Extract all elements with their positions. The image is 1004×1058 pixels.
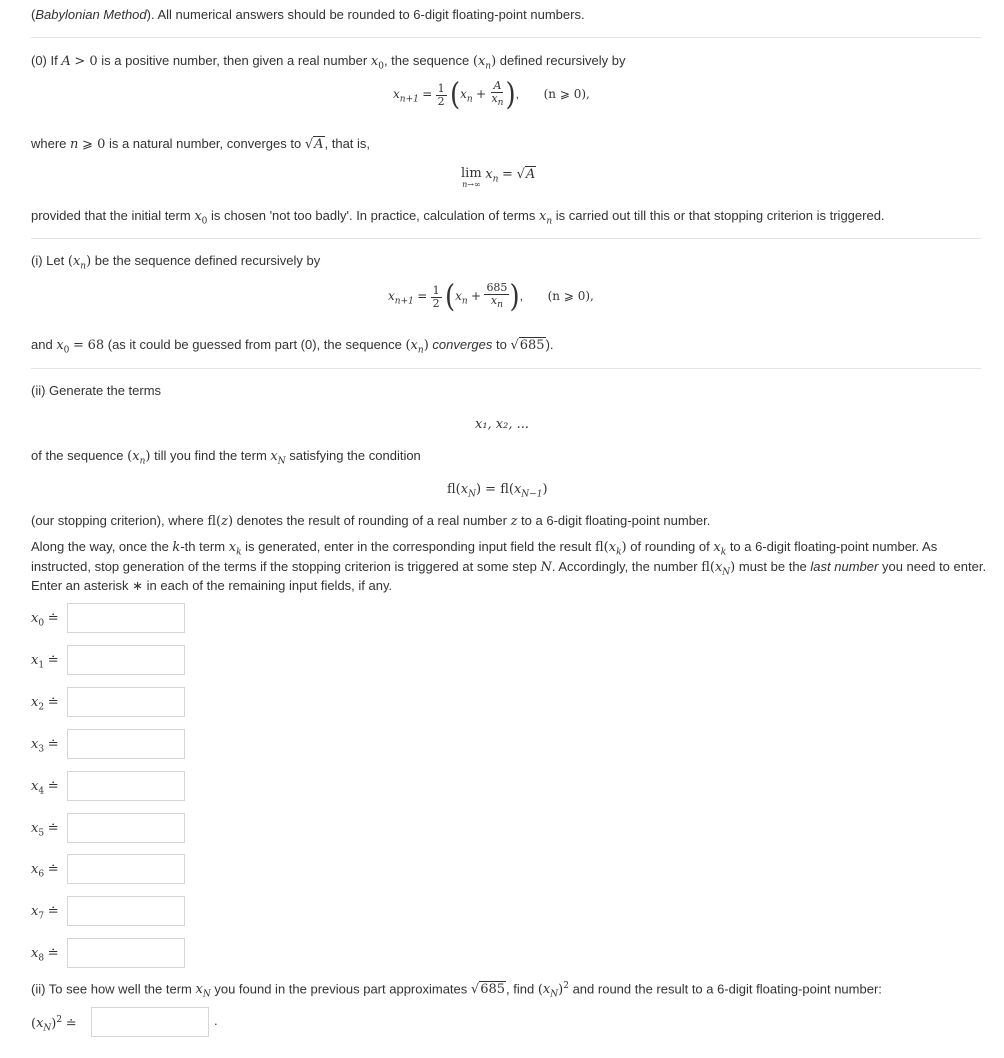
x8-label: $x_8$ ≐ xyxy=(31,946,59,964)
x0-input[interactable] xyxy=(67,603,185,633)
part0-statement: (0) If A > 0 is a positive number, then given a real number $x_0$, the sequence $(x_n)$ defined recursively by xyxy=(31,53,626,72)
x0-label: $x_0$ ≐ xyxy=(31,611,59,629)
x6-label: $x_6$ ≐ xyxy=(31,862,59,880)
x1-input[interactable] xyxy=(67,645,185,675)
divider xyxy=(31,238,981,239)
where-text: where n ⩾ 0 is a natural number, converges to √A, that is, xyxy=(31,136,371,152)
x3-input[interactable] xyxy=(67,729,185,759)
instructions-line2: instructed, stop generation of the terms if the stopping criterion is triggered at some step N. Accordingly, the number $fl(x_N)$ must be the last number you need to enter. xyxy=(31,559,987,578)
divider xyxy=(31,37,981,38)
x6-input[interactable] xyxy=(67,854,185,884)
criterion-note: (our stopping criterion), where fl(z) denotes the result of rounding of a real number z to a 6-digit floating-point number. xyxy=(31,513,711,529)
part2-heading: (ii) Generate the terms xyxy=(31,383,162,398)
x5-input[interactable] xyxy=(67,813,185,843)
terms-list: x₁, x₂, ... xyxy=(475,417,530,432)
provided-text: provided that the initial term $x_0$ is chosen 'not too badly'. In practice, calculation of terms $x_n$ is carried out till this or that stopping criterion is triggered. xyxy=(31,208,885,227)
instructions-line1: Along the way, once the k-th term $x_k$ is generated, enter in the corresponding input field the result $fl(x_k)$ of rounding of $x_k$ to a 6-digit floating-point number. As xyxy=(31,539,938,558)
recurrence-formula-general: $x_{n+1}$ = $\frac{1}{2}$ ($x_n$ + $\frac{A}{x_n}$ ), (n ⩾ 0), xyxy=(393,77,590,113)
x2-input[interactable] xyxy=(67,687,185,717)
initial-term-text: and $x_0 = 68$ (as it could be guessed from part (0), the sequence $(x_n)$ converges to √685). xyxy=(31,337,554,356)
x4-label: $x_4$ ≐ xyxy=(31,779,59,797)
part3-statement: (ii) To see how well the term $x_N$ you found in the previous part approximates √685, find $(x_N)^2$ and round the result to a 6-digit floating-point number: xyxy=(31,981,882,1000)
part1-statement: (i) Let $(x_n)$ be the sequence defined recursively by xyxy=(31,253,321,272)
recurrence-formula-specific: $x_{n+1}$ = $\frac{1}{2}$ ($x_n$ + $\frac{685}{x_n}$ ), (n ⩾ 0), xyxy=(388,279,594,315)
method-name: Babylonian Method xyxy=(35,7,147,22)
x4-input[interactable] xyxy=(67,771,185,801)
last-number-emphasis: last number xyxy=(810,559,879,574)
limit-formula: lim n→∞ $x_n = √A$ xyxy=(461,166,536,189)
xn-squared-label: $(x_N)^2$ ≐ xyxy=(31,1015,77,1034)
instructions-line3: Enter an asterisk ∗ in each of the remaining input fields, if any. xyxy=(31,578,393,593)
x7-label: $x_7$ ≐ xyxy=(31,904,59,922)
until-text: of the sequence $(x_n)$ till you find the term $x_N$ satisfying the condition xyxy=(31,448,421,467)
x7-input[interactable] xyxy=(67,896,185,926)
x1-label: $x_1$ ≐ xyxy=(31,653,59,671)
x3-label: $x_3$ ≐ xyxy=(31,737,59,755)
xn-squared-input[interactable] xyxy=(91,1007,209,1037)
stopping-criterion-formula: $fl(x_N) = fl(x_{N-1})$ xyxy=(447,482,548,500)
x2-label: $x_2$ ≐ xyxy=(31,695,59,713)
x5-label: $x_5$ ≐ xyxy=(31,821,59,839)
period: . xyxy=(214,1013,218,1028)
x8-input[interactable] xyxy=(67,938,185,968)
intro-text: (Babylonian Method). All numerical answers should be rounded to 6-digit floating-point numbers. xyxy=(31,7,585,22)
divider xyxy=(31,368,981,369)
